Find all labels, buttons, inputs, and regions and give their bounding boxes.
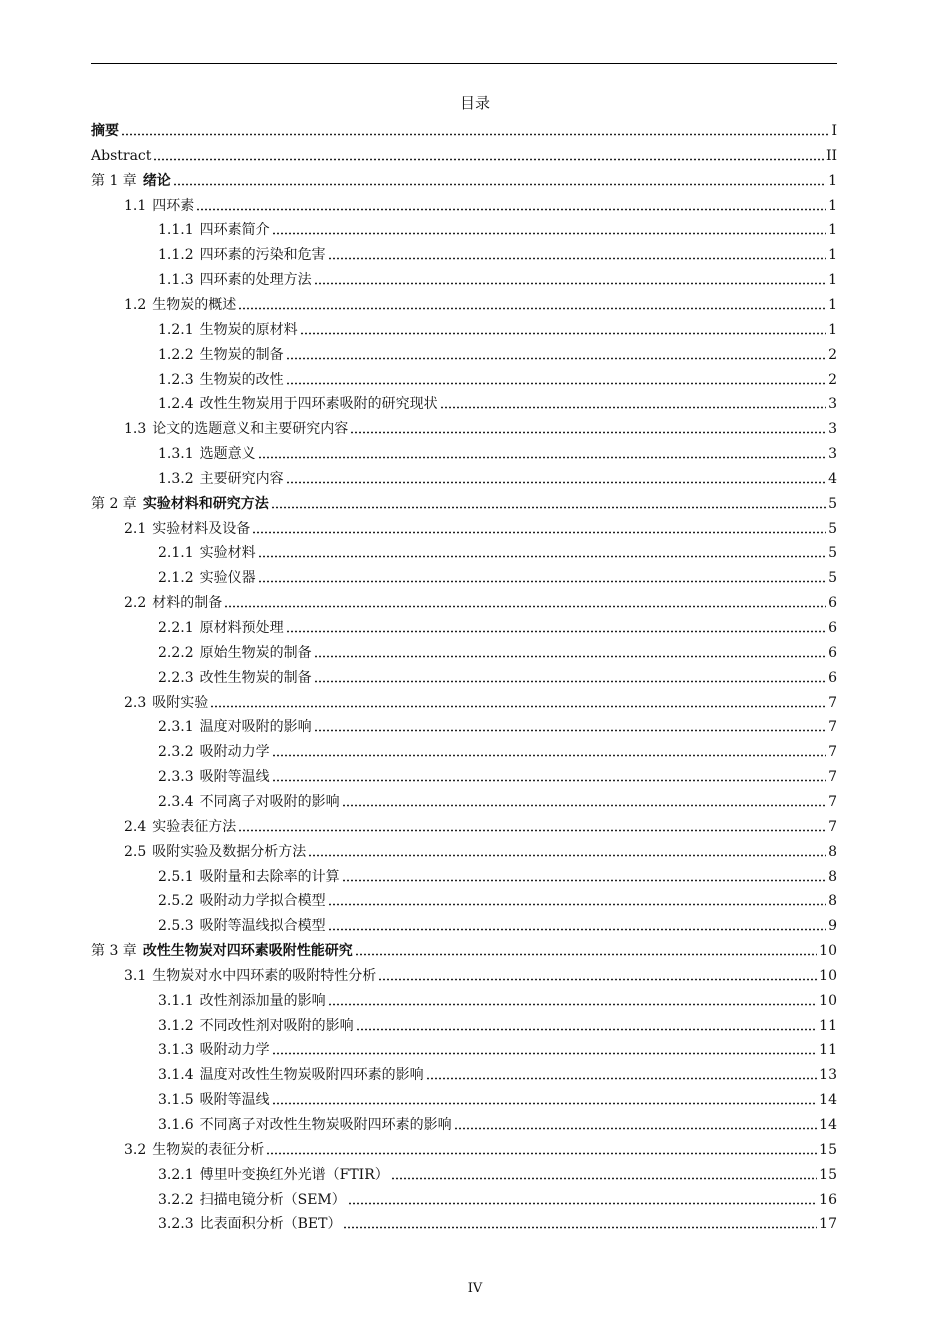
dot-leader [272,754,826,757]
toc-entry-number: 3.2 [124,1141,147,1158]
toc-entry-number: 2.5.1 [158,868,194,885]
toc-entry-number: 3.1 [124,967,147,984]
toc-entry-number: 2.2 [124,595,147,612]
toc-entry-title: 改性生物炭对四环素吸附性能研究 [142,943,353,960]
dot-leader [286,357,826,360]
toc-entry-page: 8 [828,868,837,885]
dot-leader [173,183,826,186]
toc-entry[interactable] [158,1060,837,1084]
dot-leader [308,854,826,857]
toc-entry-number: 2.3.2 [158,744,194,761]
toc-entry[interactable] [158,464,837,488]
toc-entry-number: 2.5 [124,843,147,860]
toc-entry-title: 摘要 [91,123,119,139]
toc-entry-page: 16 [819,1191,837,1208]
toc-entry-title: 生物炭的改性 [199,371,284,388]
toc-entry-number: 3.2.1 [158,1166,194,1183]
toc-entry[interactable] [158,1185,837,1209]
toc-entry-number: 第 2 章 [91,495,137,512]
toc-entry-title: 生物炭的原材料 [199,321,298,338]
toc-entry-number: 第 1 章 [91,172,137,189]
toc-entry[interactable] [124,837,837,861]
dot-leader [342,879,826,882]
toc-entry-page: 1 [828,197,837,214]
toc-entry-number: 2.2.2 [158,644,194,661]
dot-leader [350,431,826,434]
toc-entry[interactable] [124,688,837,712]
dot-leader [258,580,826,583]
toc-entry-title: 吸附实验 [152,694,209,711]
toc-entry[interactable] [158,1085,837,1109]
toc-entry-page: 5 [828,545,837,562]
toc-entry-page: 10 [819,992,837,1009]
dot-leader [266,1152,817,1155]
toc-entry[interactable] [158,1160,837,1184]
toc-entry-number: 2.2.3 [158,669,194,686]
toc-entry-page: 6 [828,595,837,612]
dot-leader [286,630,826,633]
toc-entry[interactable] [158,240,837,264]
toc-entry-number: 3.1.5 [158,1092,194,1109]
toc-entry[interactable] [124,191,837,215]
dot-leader [238,307,826,310]
toc-entry[interactable] [91,141,837,165]
toc-entry-page: 11 [819,1042,837,1059]
dot-leader [328,928,826,931]
toc-entry-number: 3.1.4 [158,1067,194,1084]
toc-entry-number: 3.1.2 [158,1017,194,1034]
toc-entry[interactable] [158,862,837,886]
toc-entry-title: 材料的制备 [152,595,223,612]
toc-entry-page: 11 [819,1017,837,1034]
toc-entry[interactable] [158,538,837,562]
toc-entry[interactable] [158,638,837,662]
dot-leader [286,382,826,385]
dot-leader [272,1102,818,1105]
toc-entry[interactable] [158,737,837,761]
dot-leader [286,481,826,484]
toc-entry[interactable] [158,613,837,637]
toc-entry-title: 扫描电镜分析（SEM） [199,1191,346,1208]
toc-entry-number: 3.1.3 [158,1042,194,1059]
toc-entry-page: 4 [828,470,837,487]
toc-entry-page: 1 [828,222,837,239]
dot-leader [391,1177,817,1180]
toc-entry[interactable] [158,563,837,587]
toc-entry-title: 实验表征方法 [152,818,237,835]
toc-entry-page: 1 [828,172,837,189]
toc-entry-number: 2.4 [124,818,147,835]
dot-leader [426,1077,818,1080]
toc-entry-title: 四环素 [152,197,195,214]
toc-entry-page: 7 [828,719,837,736]
toc-entry-title: 实验仪器 [199,570,256,587]
toc-entry-number: 1.2.4 [158,396,194,413]
toc-entry-title: 吸附等温线 [199,769,270,786]
toc-entry-title: 原始生物炭的制备 [199,644,312,661]
toc-entry-number: 3.2.2 [158,1191,194,1208]
toc-entry[interactable] [158,886,837,910]
toc-entry-page: 7 [828,818,837,835]
dot-leader [272,1052,818,1055]
toc-entry-title: 不同离子对改性生物炭吸附四环素的影响 [199,1117,452,1133]
dot-leader [328,257,826,260]
toc-entry-title: 改性生物炭的制备 [199,669,312,686]
toc-entry-page: 5 [828,495,837,512]
toc-entry-number: 2.3.3 [158,769,194,786]
toc-entry-number: 1.3.1 [158,446,194,463]
toc-entry-title: 生物炭的概述 [152,296,237,313]
toc-entry-title: 吸附动力学 [199,744,270,761]
toc-entry-page: 17 [819,1216,837,1233]
toc-entry[interactable] [158,389,837,413]
toc-entry-page: 14 [819,1117,837,1133]
toc-entry-page: 3 [828,421,837,438]
dot-leader [314,729,826,732]
dot-leader [121,133,829,136]
dot-leader [343,1226,817,1229]
toc-entry-title: 原材料预处理 [199,620,284,636]
dot-leader [355,953,817,956]
toc-entry-number: 1.1.1 [158,222,194,239]
dot-leader [342,804,826,807]
toc-entry-title: 四环素的污染和危害 [199,247,326,264]
toc-entry-title: 论文的选题意义和主要研究内容 [152,421,349,438]
toc-entry-page: 1 [828,272,837,289]
toc-entry-page: 14 [819,1092,837,1109]
toc-entry[interactable] [91,166,837,190]
toc-entry-title: 主要研究内容 [199,470,284,487]
toc-entry-title: 生物炭对水中四环素的吸附特性分析 [152,967,377,984]
toc-entry-page: 8 [828,893,837,910]
dot-leader [348,1202,817,1205]
toc-entry-number: 3.1.1 [158,992,194,1009]
toc-entry-page: 3 [828,446,837,463]
toc-entry-page: 7 [828,744,837,761]
toc-entry[interactable] [124,961,837,985]
toc-entry-title: 吸附等温线拟合模型 [199,918,326,935]
toc-entry-title: 改性剂添加量的影响 [199,992,326,1009]
toc-entry[interactable] [158,712,837,736]
toc-entry-number: 1.1.2 [158,247,194,264]
toc-entry[interactable] [91,936,837,960]
toc-entry-title: 四环素的处理方法 [199,272,312,289]
toc-entry-page: 2 [828,371,837,388]
toc-entry-page: 6 [828,644,837,661]
toc-entry-title: 生物炭的表征分析 [152,1141,265,1158]
toc-entry[interactable] [124,1135,837,1159]
dot-leader [314,680,826,683]
dot-leader [258,456,826,459]
dot-leader [210,705,826,708]
toc-entry-title: 实验材料 [199,545,256,562]
toc-entry-page: 7 [828,769,837,786]
toc-entry-number: 1.2 [124,296,147,313]
page-number: IV [467,1281,483,1296]
toc-entry-page: 5 [828,570,837,587]
toc-entry-title: 不同离子对吸附的影响 [199,793,340,810]
dot-leader [328,1003,818,1006]
toc-entry-number: 1.1 [124,197,147,214]
toc-entry-title: 四环素简介 [199,222,270,239]
toc-entry-title: 比表面积分析（BET） [199,1216,342,1233]
toc-entry-title: 绪论 [142,172,171,189]
toc-entry-page: 9 [828,918,837,935]
toc-entry[interactable] [158,340,837,364]
toc-entry-page: 15 [819,1141,837,1158]
toc-entry[interactable] [158,787,837,811]
dot-leader [272,232,826,235]
toc-entry[interactable] [91,489,837,513]
dot-leader [314,282,826,285]
toc-entry-page: 2 [828,346,837,363]
toc-entry[interactable] [158,215,837,239]
dot-leader [153,158,824,161]
toc-entry[interactable] [158,663,837,687]
dot-leader [378,978,817,981]
toc-entry-number: 1.2.1 [158,321,194,338]
dot-leader [258,555,826,558]
dot-leader [314,655,826,658]
toc-entry-title: Abstract [91,147,152,164]
dot-leader [238,829,826,832]
toc-entry[interactable] [158,265,837,289]
toc-entry-title: 傅里叶变换红外光谱（FTIR） [199,1166,389,1183]
toc-entry[interactable] [158,1035,837,1059]
dot-leader [454,1127,818,1130]
toc-entry-number: 1.1.3 [158,272,194,289]
toc-entry-title: 吸附动力学拟合模型 [199,893,326,910]
toc-entry[interactable] [124,588,837,612]
toc-entry-title: 实验材料和研究方法 [142,495,269,512]
toc-entry-number: 第 3 章 [91,943,137,960]
dot-leader [300,332,826,335]
toc-entry-number: 2.1.2 [158,570,194,587]
toc-entry-number: 2.5.2 [158,893,194,910]
toc-entry-page: 6 [828,669,837,686]
toc-entry[interactable] [158,1209,837,1233]
toc-entry-title: 温度对吸附的影响 [199,719,312,736]
toc-entry-page: 10 [819,943,837,960]
dot-leader [196,208,826,211]
toc-entry-page: 3 [828,396,837,413]
toc-entry[interactable] [158,439,837,463]
page-title: 目录 [459,94,490,112]
toc-entry-title: 生物炭的制备 [199,346,284,363]
toc-entry[interactable] [124,514,837,538]
toc-entry-number: 1.3 [124,421,147,438]
header-rule [91,63,837,64]
toc-entry-title: 吸附实验及数据分析方法 [152,843,307,860]
toc-entry-page: 1 [828,247,837,264]
toc-entry-number: 2.1 [124,520,147,537]
toc-entry-number: 2.1.1 [158,545,194,562]
toc-entry-number: 2.2.1 [158,620,194,636]
toc-entry-title: 不同改性剂对吸附的影响 [199,1017,354,1034]
toc-entry-title: 吸附动力学 [199,1042,270,1059]
toc-entry-page: 6 [828,620,837,636]
toc-entry-title: 吸附量和去除率的计算 [199,868,340,885]
toc-entry-title: 吸附等温线 [199,1092,270,1109]
toc-entry[interactable] [124,414,837,438]
toc-entry-page: 7 [828,694,837,711]
toc-entry-page: 15 [819,1166,837,1183]
toc-entry[interactable] [158,1011,837,1035]
dot-leader [252,531,826,534]
toc-entry-number: 3.2.3 [158,1216,194,1233]
toc-entry-page: 7 [828,793,837,810]
toc-entry-number: 2.3 [124,694,147,711]
toc-entry-number: 1.3.2 [158,470,194,487]
toc-entry[interactable] [124,290,837,314]
toc-entry-number: 1.2.3 [158,371,194,388]
toc-entry[interactable] [91,116,837,140]
dot-leader [328,903,826,906]
toc-entry-number: 2.3.1 [158,719,194,736]
toc-entry[interactable] [158,911,837,935]
toc-entry-number: 2.5.3 [158,918,194,935]
dot-leader [224,605,826,608]
toc-entry-page: 1 [828,321,837,338]
dot-leader [356,1028,818,1031]
toc-entry-title: 温度对改性生物炭吸附四环素的影响 [199,1067,424,1084]
toc-entry-page: 13 [819,1067,837,1084]
toc-entry-number: 3.1.6 [158,1117,194,1133]
toc-entry-page: 5 [828,520,837,537]
toc-entry-page: I [831,123,837,139]
dot-leader [271,506,826,509]
toc-entry-page: II [825,147,837,164]
toc-entry-page: 8 [828,843,837,860]
toc-entry[interactable] [158,315,837,339]
toc-entry-title: 改性生物炭用于四环素吸附的研究现状 [199,396,438,413]
toc-entry-title: 实验材料及设备 [152,520,251,537]
toc-entry[interactable] [158,365,837,389]
toc-entry[interactable] [158,1110,837,1134]
toc-entry-title: 选题意义 [199,446,256,463]
toc-entry-number: 2.3.4 [158,793,194,810]
toc-entry-number: 1.2.2 [158,346,194,363]
toc-entry[interactable] [158,762,837,786]
toc-entry[interactable] [158,986,837,1010]
toc-entry-page: 10 [819,967,837,984]
dot-leader [272,779,826,782]
toc-entry[interactable] [124,812,837,836]
dot-leader [440,406,826,409]
toc-entry-page: 1 [828,296,837,313]
